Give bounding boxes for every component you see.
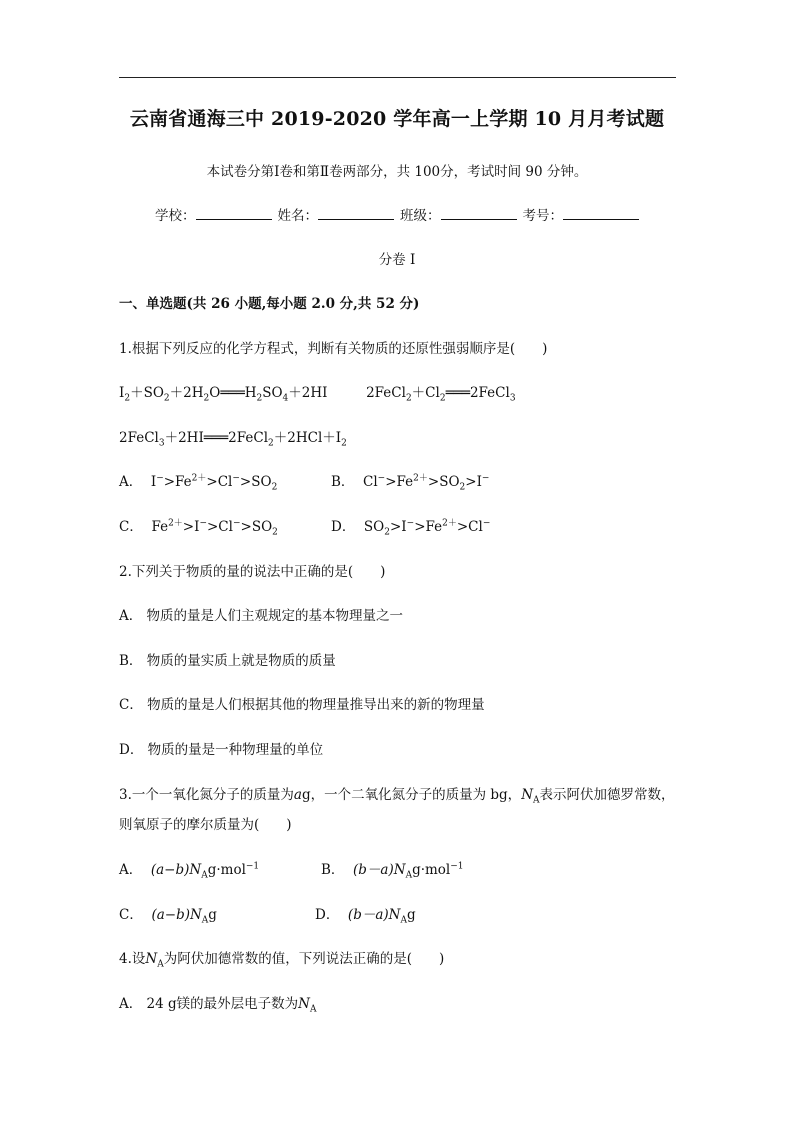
q1-option-c[interactable]: C． $Fe^{2+}>I^->Cl^->SO_2$ <box>119 518 278 538</box>
section-heading: 一、单选题(共 26 小题,每小题 2.0 分,共 52 分) <box>119 296 420 312</box>
exam-number-field[interactable] <box>517 204 640 224</box>
q3-option-a[interactable]: A． $(a-b)N_Ag\cdot mol^{-1}$ <box>119 861 260 881</box>
class-blank[interactable] <box>441 207 517 220</box>
q1-equation-1: $I_2+SO_2+2H_2O═══H_2SO_4+2HI$ <box>119 385 328 404</box>
q1-equation-3: $2FeCl_3+2HI═══2FeCl_2+2HCl+I_2$ <box>119 430 347 449</box>
q1-stem: 1.根据下列反应的化学方程式，判断有关物质的还原性强弱顺序是( ) <box>119 341 548 357</box>
q2-option-a[interactable]: A． 物质的量是人们主观规定的基本物理量之一 <box>119 608 404 624</box>
name-label: 姓名： <box>277 208 318 224</box>
q1-option-d[interactable]: D． $SO_2>I^->Fe^{2+}>Cl^-$ <box>331 518 491 538</box>
q3-stem-continued: 则氧原子的摩尔质量为( ) <box>119 817 292 833</box>
name-blank[interactable] <box>318 207 394 220</box>
school-label: 学校： <box>155 208 196 224</box>
q3-stem: 3.一个一氧化氮分子的质量为ag，一个二氧化氮分子的质量为 bg，$N_A$表示阿伏加德罗常数， <box>119 787 675 806</box>
q1-equation-2: $2FeCl_2+Cl_2═══2FeCl_3$ <box>366 385 516 404</box>
student-info-row <box>0 204 794 224</box>
name-field[interactable] <box>272 204 395 224</box>
q1-option-b[interactable]: B． $Cl^->Fe^{2+}>SO_2>I^-$ <box>331 473 490 493</box>
q2-option-d[interactable]: D． 物质的量是一种物理量的单位 <box>119 742 324 758</box>
school-field[interactable] <box>155 204 272 224</box>
top-rule <box>119 77 676 78</box>
q1-equation-row-1 <box>119 381 516 404</box>
q3-option-d[interactable]: D． $(b-a)N_Ag$ <box>315 907 416 926</box>
q3-option-c[interactable]: C． $(a-b)N_Ag$ <box>119 907 217 926</box>
exam-number-label: 考号： <box>522 208 563 224</box>
part-label: 分卷 I <box>378 252 416 268</box>
q2-option-b[interactable]: B． 物质的量实质上就是物质的质量 <box>119 653 336 669</box>
q4-option-a[interactable]: A． 24 g镁的最外层电子数为$N_A$ <box>119 996 317 1015</box>
page-title: 云南省通海三中 2019-2020 学年高一上学期 10 月月考试题 <box>129 108 665 130</box>
exam-intro: 本试卷分第Ⅰ卷和第Ⅱ卷两部分，共 100分，考试时间 90 分钟。 <box>206 164 588 180</box>
q3-option-b[interactable]: B． $(b-a)N_Ag\cdot mol^{-1}$ <box>321 861 464 881</box>
q2-stem: 2.下列关于物质的量的说法中正确的是( ) <box>119 564 386 580</box>
q2-option-c[interactable]: C． 物质的量是人们根据其他的物理量推导出来的新的物理量 <box>119 697 485 713</box>
school-blank[interactable] <box>196 207 272 220</box>
q4-stem: 4.设$N_A$为阿伏加德常数的值，下列说法正确的是( ) <box>119 951 445 970</box>
class-label: 班级： <box>400 208 441 224</box>
q1-option-a[interactable]: A． $I^->Fe^{2+}>Cl^->SO_2$ <box>119 473 278 493</box>
class-field[interactable] <box>394 204 517 224</box>
exam-number-blank[interactable] <box>563 207 639 220</box>
